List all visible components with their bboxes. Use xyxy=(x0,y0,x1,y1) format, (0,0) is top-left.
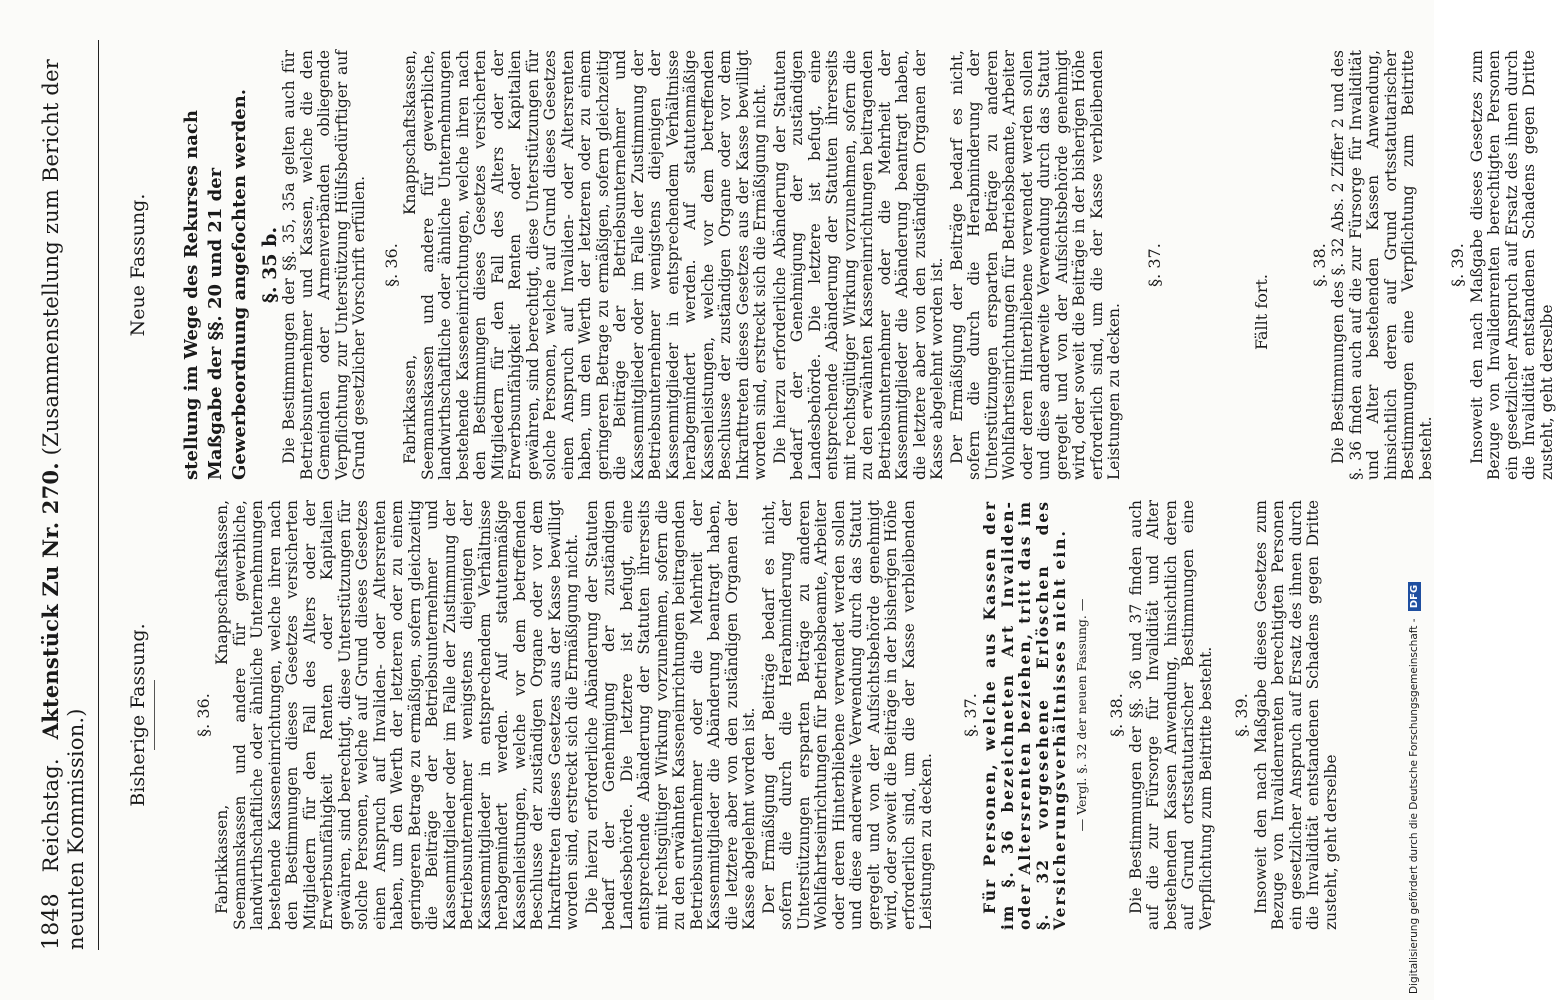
dfg-logo: DFG xyxy=(1408,582,1421,611)
paragraph: Für Personen, welche aus Kassen der im §. 36 bezeichneten Art Invaliden- oder Altersrenten beziehen, tritt das im §. 32 vorgesehene Erlöschen des Versicherungsverhältnisses nicht ein. xyxy=(980,500,1069,930)
document-subtitle: (Zusammenstellung zum Bericht der neunten Kommission.) xyxy=(39,59,88,950)
paragraph: Die hierzu erforderliche Abänderung der Statuten bedarf der Genehmigung der zuständigen Landesbehörde. Die letztere ist befugt, eine entsprechende Abänderung der Statuten ihrerseits mit rechtsgültiger Wirkung vorzunehmen, sofern die zu den erwähnten Kasseneinrichtungen beitragenden Betriebsunternehmer oder die Mehrheit der Kassenmitglieder die Abänderung beantragt haben, die letztere aber von den zuständigen Organen der Kasse abgelehnt worden ist. xyxy=(770,50,946,480)
paragraph: Die Bestimmungen des §. 32 Abs. 2 Ziffer 2 und des §. 36 finden auch auf die zur Fürsorge für Invalidität und Alter bestehenden Kassen Anwendung, hinsichtlich deren auf Grund ortsstatutarischer Bestimmungen eine Verpflichtung zum Beitritte besteht. xyxy=(1329,50,1435,480)
section-title: §. 37. xyxy=(960,693,980,737)
publication-name: Reichstag. xyxy=(39,758,63,873)
section-title: §. 39. xyxy=(1232,693,1251,737)
section-title: §. 36. xyxy=(193,693,213,737)
paragraph: Fabrikkassen, Knappschaftskassen, Seemannskassen und andere für gewerbliche, landwirthschaftliche oder ähnliche Unternehmungen bestehende Kasseneinrichtungen, welche ihren nach den Bestimmungen dieses Gesetzes versicherten Mitgliedern für den Fall des Alters oder der Erwerbsunfähigkeit Renten oder Kapitalien gewähren, sind berechtigt, diese Unterstützungen für solche Personen, welche auf Grund dieses Gesetzes einen Anspruch auf Invaliden- oder Altersrenten haben, um den Werth der letzteren oder zu einem geringeren Betrage zu ermäßigen, sofern gleichzeitig die Beiträge der Betriebsunternehmer und Kassenmitglieder oder im Falle der Zustimmung der Betriebsunternehmer wenigstens diejenigen der Kassenmitglieder in entsprechendem Verhältnisse herabgemindert werden. Auf statutenmäßige Kassenleistungen, welche vor dem betreffenden Beschlusse der zuständigen Organe oder vor dem Inkrafttreten dieses Gesetzes aus der Kasse bewilligt worden sind, erstreckt sich die Ermäßigung nicht. xyxy=(213,500,581,930)
paragraph: Der Ermäßigung der Beiträge bedarf es nicht, sofern die durch die Herabminderung der Unterstützungen ersparten Beträge zu anderen Wohlfahrtseinrichtungen für Betriebsbeamte, Arbeiter oder deren Hinterbliebene verwendet werden sollen und diese anderweite Verwendung durch das Statut geregelt und von der Aufsichtsbehörde genehmigt wird, oder soweit die Beiträge in der bisherigen Höhe erforderlich sind, um die der Kasse verbleibenden Leistungen zu decken. xyxy=(947,50,1123,480)
section-title: §. 39. xyxy=(1448,243,1467,287)
column-heading: Bisherige Fassung. xyxy=(127,623,149,807)
paragraph: Die hierzu erforderliche Abänderung der Statuten bedarf der Genehmigung der zuständigen Landesbehörde. Die letztere ist befugt, eine entsprechende Abänderung der Statuten ihrerseits mit rechtsgültiger Wirkung vorzunehmen, sofern die zu den erwähnten Kasseneinrichtungen beitragenden Betriebsunternehmer oder die Mehrheit der Kassenmitglieder die Abänderung beantragt haben, die letztere aber von den zuständigen Organen der Kasse abgelehnt worden ist. xyxy=(582,500,758,930)
paragraph: Der Ermäßigung der Beiträge bedarf es nicht, sofern die durch die Herabminderung der Unterstützungen ersparten Beträge zu anderen Wohlfahrtseinrichtungen für Betriebsbeamte, Arbeiter oder deren Hinterbliebene verwendet werden sollen und diese anderweite Verwendung durch das Statut geregelt und von der Aufsichtsbehörde genehmigt wird, oder soweit die Beiträge in der bisherigen Höhe erforderlich sind, um die der Kasse verbleibenden Leistungen zu decken. xyxy=(759,500,935,930)
section-title: §. 36. xyxy=(381,243,401,287)
digitization-credit-strip xyxy=(1408,0,1430,1000)
paragraph: Insoweit den nach Maßgabe dieses Gesetzes zum Bezuge von Invalidenrenten berechtigten Personen ein gesetzlicher Anspruch auf Ersatz des ihnen durch die Invalidität entstandenen Schadens gegen Dritte zusteht, geht derselbe xyxy=(1251,500,1340,930)
left-column-old-version xyxy=(127,500,1342,930)
paragraph: Die Bestimmungen der §§. 36 und 37 finden auch auf die zur Fürsorge für Invalidität und Alter bestehenden Kassen Anwendung, hinsichtlich deren auf Grund ortsstatutarischer Bestimmungen eine Verpflichtung zum Beitritte besteht. xyxy=(1126,500,1215,930)
section-title: §. 35 b. xyxy=(258,226,281,304)
document-reference: Aktenstück Zu Nr. 270. xyxy=(38,462,63,740)
running-header xyxy=(38,40,99,950)
section-title: §. 38. xyxy=(1309,243,1329,287)
section-title: §. 38. xyxy=(1107,693,1126,737)
continued-text: stellung im Wege des Rekurses nach Maßgabe der §§. 20 und 21 der Gewerbeordnung angefochten werden. xyxy=(180,88,250,480)
credit-text: Digitalisierung gefördert durch die Deutsche Forschungsgemeinschaft - xyxy=(1408,618,1420,994)
right-column-new-version xyxy=(127,50,1558,480)
paragraph: Insoweit den nach Maßgabe dieses Gesetzes zum Bezuge von Invalidenrenten berechtigten Personen ein gesetzlicher Anspruch auf Ersatz des ihnen durch die Invalidität entstandenen Schadens gegen Dritte zusteht, geht derselbe xyxy=(1467,50,1556,480)
page-number: 1848 xyxy=(39,893,64,950)
section-title: §. 37. xyxy=(1144,243,1164,287)
paragraph: Fabrikkassen, Knappschaftskassen, Seemannskassen und andere für gewerbliche, landwirthschaftliche oder ähnliche Unternehmungen bestehende Kasseneinrichtungen, welche ihren nach den Bestimmungen dieses Gesetzes versicherten Mitgliedern für den Fall des Alters oder der Erwerbsunfähigkeit Renten oder Kapitalien gewähren, sind berechtigt, diese Unterstützungen für solche Personen, welche auf Grund dieses Gesetzes einen Anspruch auf Invaliden- oder Altersrenten haben, um den Werth der letzteren oder zu einem geringeren Betrage zu ermäßigen, sofern gleichzeitig die Beiträge der Betriebsunternehmer und Kassenmitglieder oder im Falle der Zustimmung der Betriebsunternehmer wenigstens diejenigen der Kassenmitglieder in entsprechendem Verhältnisse herabgemindert werden. Auf statutenmäßige Kassenleistungen, welche vor dem betreffenden Beschlusse der zuständigen Organe oder vor dem Inkrafttreten dieses Gesetzes aus der Kasse bewilligt worden sind, erstreckt sich die Ermäßigung nicht. xyxy=(401,50,769,480)
digitization-credit xyxy=(1408,0,1421,1000)
paragraph: Die Bestimmungen der §§. 35, 35a gelten auch für Betriebsunternehmer und Kassen, welche die den Gemeinden oder Armenverbänden obliegende Verpflichtung zur Unterstützung Hülfsbedürftiger auf Grund gesetzlicher Vorschrift erfüllen. xyxy=(280,50,368,480)
column-heading: Neue Fassung. xyxy=(127,193,149,337)
omitted-note: Fällt fort. xyxy=(1252,273,1271,350)
heading-rule xyxy=(154,680,155,750)
cross-reference-note: — Vergl. §. 32 der neuen Fassung. — xyxy=(1073,598,1089,832)
